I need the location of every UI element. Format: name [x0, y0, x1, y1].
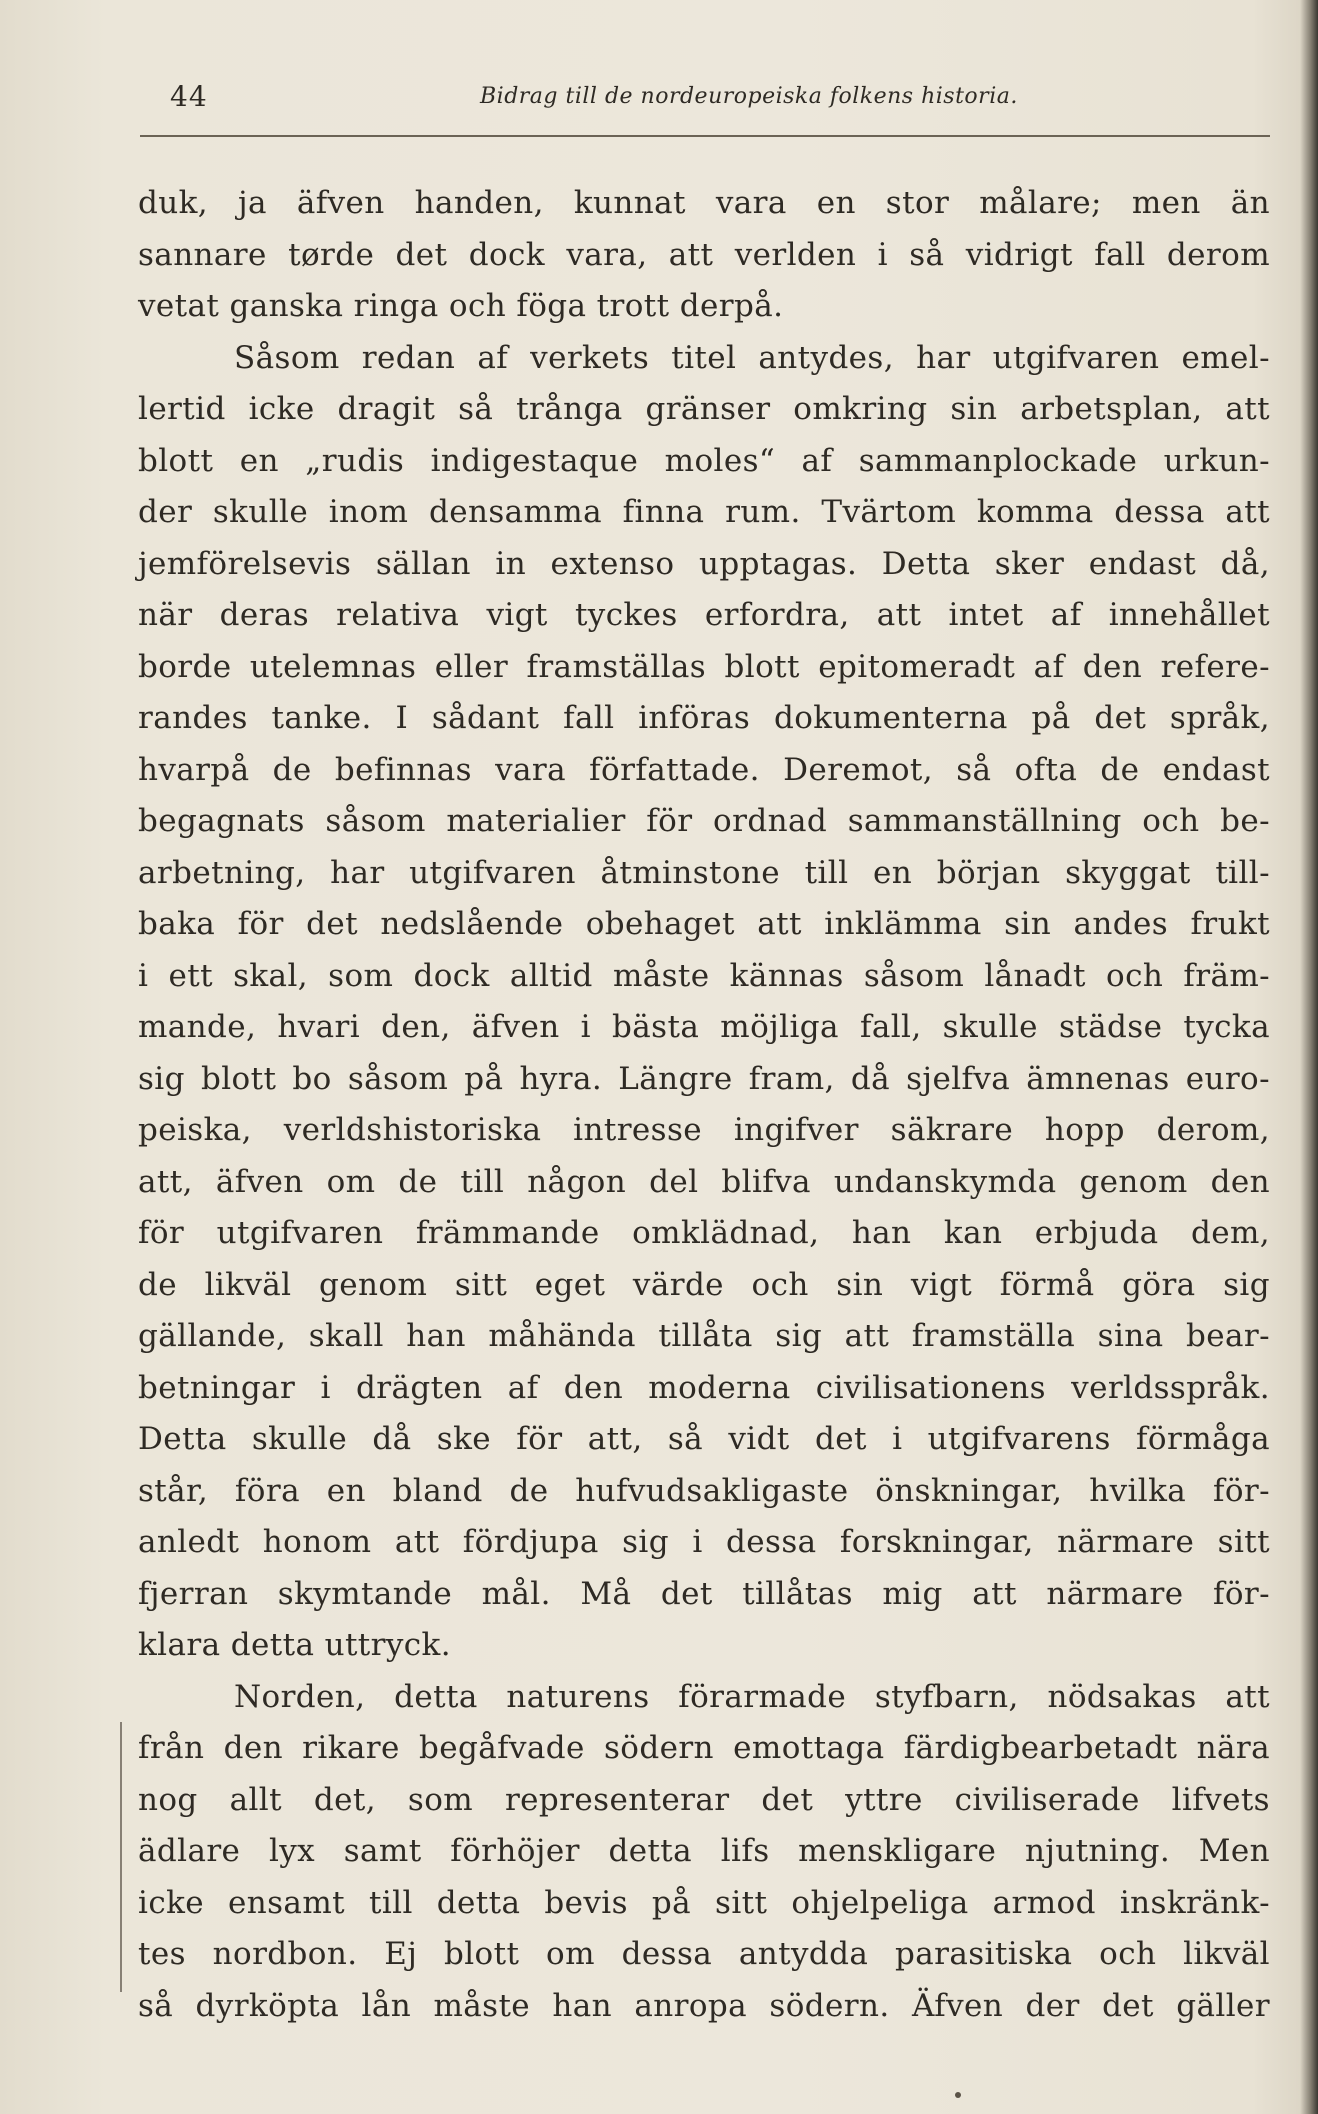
text-line: gällande, skall han måhända tillåta sig att framställa sina bear- — [138, 1318, 1270, 1354]
header-rule — [140, 135, 1270, 137]
text-line: arbetning, har utgifvaren åtminstone till en början skyggat till- — [138, 854, 1270, 891]
text-line: när deras relativa vigt tyckes erfordra, att intet af innehållet — [138, 597, 1270, 633]
text-line: anledt honom att fördjupa sig i dessa forskningar, närmare sitt — [138, 1524, 1270, 1560]
text-line: peiska, verldshistoriska intresse ingifver säkrare hopp derom, — [138, 1112, 1270, 1148]
text-line: sannare tørde det dock vara, att verlden i så vidrigt fall derom — [138, 236, 1270, 273]
text-line: Detta skulle då ske för att, så vidt det i utgifvarens förmåga — [138, 1421, 1270, 1457]
page-header — [170, 78, 1270, 118]
text-line: duk, ja äfven handen, kunnat vara en stor målare; men än — [138, 185, 1270, 221]
text-line: blott en „rudis indigestaque moles“ af sammanplockade urkun- — [138, 442, 1270, 479]
text-line: vetat ganska ringa och föga trott derpå. — [138, 288, 784, 324]
body-text — [138, 178, 1270, 2032]
text-line: Såsom redan af verkets titel antydes, har utgifvaren emel- — [234, 339, 1270, 376]
page-number: 44 — [170, 80, 208, 113]
text-line: i ett skal, som dock alltid måste kännas såsom lånadt och främ- — [138, 957, 1270, 994]
text-line: de likväl genom sitt eget värde och sin vigt förmå göra sig — [138, 1266, 1270, 1303]
text-line: lertid icke dragit så trånga gränser omkring sin arbetsplan, att — [138, 391, 1270, 427]
text-line: betningar i drägten af den moderna civilisationens verldsspråk. — [138, 1369, 1270, 1406]
text-line: att, äfven om de till någon del blifva undanskymda genom den — [138, 1163, 1270, 1200]
text-line: står, föra en bland de hufvudsakligaste önskningar, hvilka för- — [138, 1472, 1270, 1509]
text-line: randes tanke. I sådant fall införas dokumenterna på det språk, — [138, 700, 1270, 736]
text-line: nog allt det, som representerar det yttre civiliserade lifvets — [138, 1781, 1270, 1818]
text-line: tes nordbon. Ej blott om dessa antydda parasitiska och likväl — [138, 1936, 1270, 1972]
text-line: klara detta uttryck. — [138, 1627, 451, 1663]
text-line: sig blott bo såsom på hyra. Längre fram, då sjelfva ämnenas euro- — [138, 1060, 1270, 1097]
text-line: hvarpå de befinnas vara författade. Deremot, så ofta de endast — [138, 751, 1270, 788]
text-line: fjerran skymtande mål. Må det tillåtas mig att närmare för- — [138, 1575, 1270, 1612]
text-line: från den rikare begåfvade södern emottaga färdigbearbetadt nära — [138, 1730, 1270, 1766]
running-head: Bidrag till de nordeuropeiska folkens historia. — [480, 84, 1018, 109]
text-line: borde utelemnas eller framställas blott epitomeradt af den refere- — [138, 648, 1270, 685]
text-line: begagnats såsom materialier för ordnad sammanställning och be- — [138, 803, 1270, 839]
text-line: för utgifvaren främmande omklädnad, han kan erbjuda dem, — [138, 1215, 1270, 1251]
text-line: jemförelsevis sällan in extenso upptagas. Detta sker endast då, — [138, 545, 1270, 582]
text-line: mande, hvari den, äfven i bästa möjliga fall, skulle städse tycka — [138, 1009, 1270, 1045]
text-line: baka för det nedslående obehaget att inklämma sin andes frukt — [138, 906, 1270, 942]
text-line: icke ensamt till detta bevis på sitt ohjelpeliga armod inskränk- — [138, 1884, 1270, 1921]
text-line: så dyrköpta lån måste han anropa södern. Äfven der det gäller — [138, 1987, 1270, 2024]
page-edge-shadow — [1300, 0, 1318, 2114]
margin-pencil-mark — [120, 1722, 122, 1992]
text-line: der skulle inom densamma finna rum. Tvärtom komma dessa att — [138, 494, 1270, 530]
paper-speck — [955, 2092, 961, 2098]
text-line: ädlare lyx samt förhöjer detta lifs menskligare njutning. Men — [138, 1833, 1270, 1869]
text-line: Norden, detta naturens förarmade styfbarn, nödsakas att — [234, 1678, 1270, 1715]
